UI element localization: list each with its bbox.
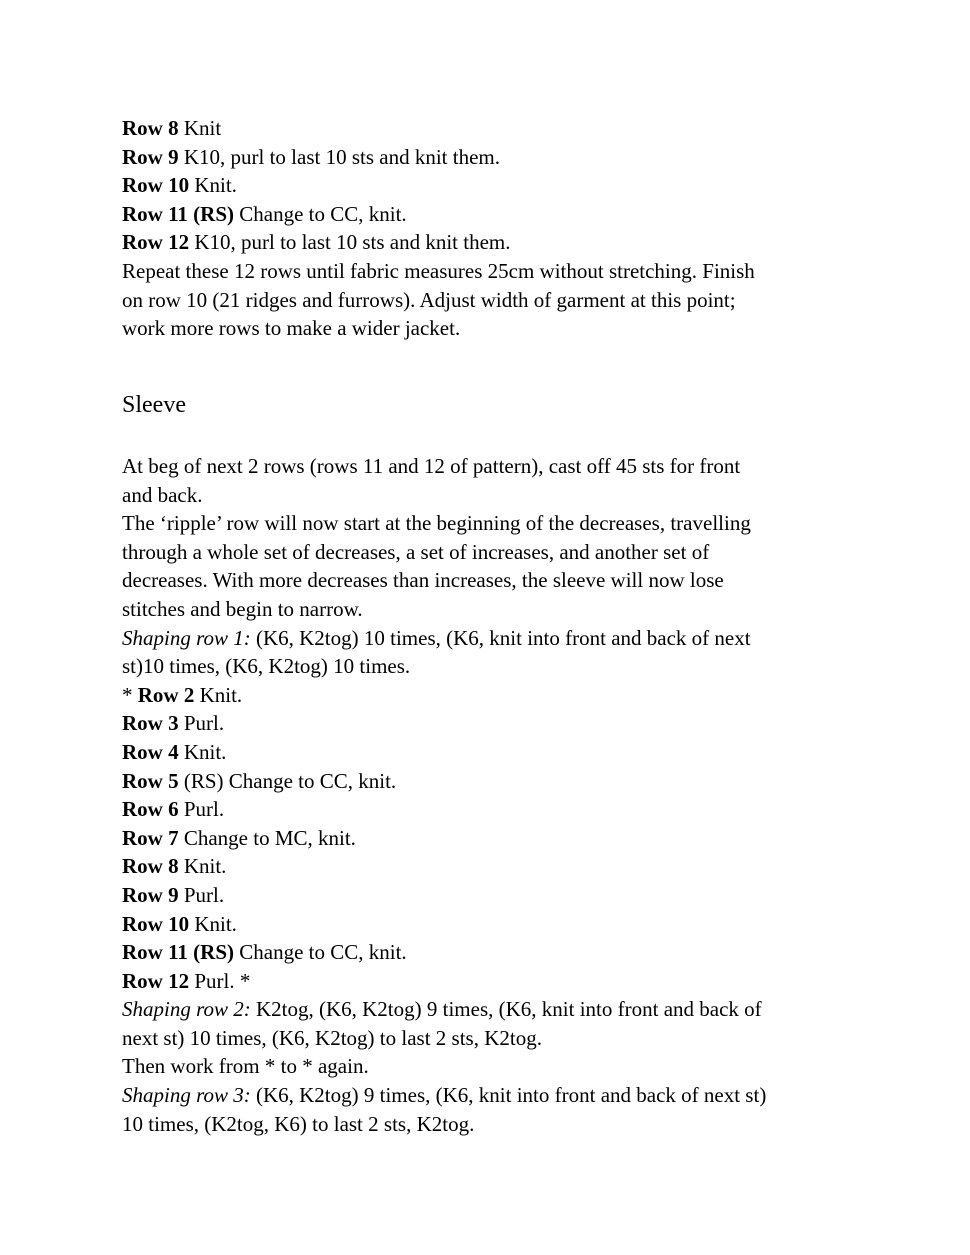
- shaping-row-2-cont: next st) 10 times, (K6, K2tog) to last 2 sts, K2tog.: [122, 1025, 542, 1050]
- row-label: Row 6: [122, 797, 179, 822]
- row-label: Row 10: [122, 173, 190, 198]
- row-instruction: Purl.: [178, 797, 225, 822]
- row-instruction: K10, purl to last 10 sts and knit them.: [178, 144, 500, 169]
- row-label: Row 12: [122, 968, 190, 993]
- row-instruction: Purl. *: [189, 968, 251, 993]
- row-instruction: (RS) Change to CC, knit.: [178, 768, 397, 793]
- shaping-row-3: [122, 1081, 852, 1110]
- row-instruction: Change to MC, knit.: [178, 825, 356, 850]
- shaping-instruction: (K6, K2tog) 9 times, (K6, knit into front and back of next st): [250, 1083, 767, 1108]
- row-10: [122, 910, 852, 939]
- row-label: Row 2: [137, 682, 195, 707]
- row-10: [122, 171, 852, 200]
- shaping-label: Shaping row 1:: [122, 625, 251, 650]
- row-9: [122, 881, 852, 910]
- row-9: [122, 143, 852, 172]
- row-label: Row 8: [122, 854, 179, 879]
- row-label: Row 10: [122, 911, 190, 936]
- row-label: Row 12: [122, 230, 190, 255]
- row-2: [122, 681, 852, 710]
- row-7: [122, 824, 852, 853]
- pattern-rows-top: [122, 114, 852, 343]
- intro-line: At beg of next 2 rows (rows 11 and 12 of pattern), cast off 45 sts for front: [122, 454, 741, 478]
- row-instruction: Knit.: [189, 173, 237, 198]
- row-label: Row 9: [122, 882, 179, 907]
- row-instruction: Purl.: [178, 882, 225, 907]
- repeat-instruction-line: on row 10 (21 ridges and furrows). Adjust width of garment at this point;: [122, 287, 736, 312]
- row-instruction: Knit.: [194, 682, 243, 707]
- intro-line: stitches and begin to narrow.: [122, 596, 363, 621]
- shaping-row-3-cont: 10 times, (K2tog, K6) to last 2 sts, K2tog.: [122, 1111, 475, 1136]
- row-3: [122, 709, 852, 738]
- row-11: [122, 200, 852, 229]
- row-label: Row 8: [122, 116, 179, 140]
- row-label: Row 4: [122, 739, 179, 764]
- repeat-instruction-line: work more rows to make a wider jacket.: [122, 316, 461, 341]
- shaping-label: Shaping row 2:: [122, 997, 251, 1022]
- shaping-label: Shaping row 3:: [122, 1083, 251, 1108]
- sleeve-instructions: [122, 452, 852, 1138]
- row-12: [122, 228, 852, 257]
- shaping-row-1: [122, 624, 852, 653]
- row-instruction: Knit.: [189, 911, 237, 936]
- intro-line: decreases. With more decreases than increases, the sleeve will now lose: [122, 568, 724, 593]
- repeat-note: Then work from * to * again.: [122, 1054, 369, 1079]
- row-label: Row 11 (RS): [122, 940, 235, 965]
- row-6: [122, 795, 852, 824]
- repeat-marker: *: [122, 682, 138, 707]
- intro-line: and back.: [122, 482, 203, 507]
- shaping-row-1-cont: st)10 times, (K6, K2tog) 10 times.: [122, 654, 411, 679]
- row-instruction: Change to CC, knit.: [234, 940, 407, 965]
- row-label: Row 7: [122, 825, 179, 850]
- row-label: Row 3: [122, 711, 179, 736]
- row-8: [122, 114, 852, 143]
- row-8: [122, 852, 852, 881]
- row-4: [122, 738, 852, 767]
- row-instruction: K10, purl to last 10 sts and knit them.: [189, 230, 511, 255]
- row-instruction: Knit: [178, 116, 222, 140]
- row-11: [122, 938, 852, 967]
- shaping-instruction: (K6, K2tog) 10 times, (K6, knit into front and back of next: [250, 625, 751, 650]
- row-label: Row 11 (RS): [122, 201, 235, 226]
- row-12: [122, 967, 852, 996]
- row-instruction: Knit.: [178, 854, 227, 879]
- shaping-instruction: K2tog, (K6, K2tog) 9 times, (K6, knit into front and back of: [250, 997, 762, 1022]
- section-heading-sleeve: Sleeve: [122, 392, 186, 418]
- repeat-instruction-line: Repeat these 12 rows until fabric measures 25cm without stretching. Finish: [122, 258, 755, 283]
- row-label: Row 9: [122, 144, 179, 169]
- row-instruction: Change to CC, knit.: [234, 201, 407, 226]
- row-instruction: Knit.: [178, 739, 227, 764]
- intro-line: The ‘ripple’ row will now start at the beginning of the decreases, travelling: [122, 511, 751, 536]
- row-label: Row 5: [122, 768, 179, 793]
- row-instruction: Purl.: [178, 711, 225, 736]
- shaping-row-2: [122, 995, 852, 1024]
- intro-line: through a whole set of decreases, a set of increases, and another set of: [122, 539, 710, 564]
- row-5: [122, 767, 852, 796]
